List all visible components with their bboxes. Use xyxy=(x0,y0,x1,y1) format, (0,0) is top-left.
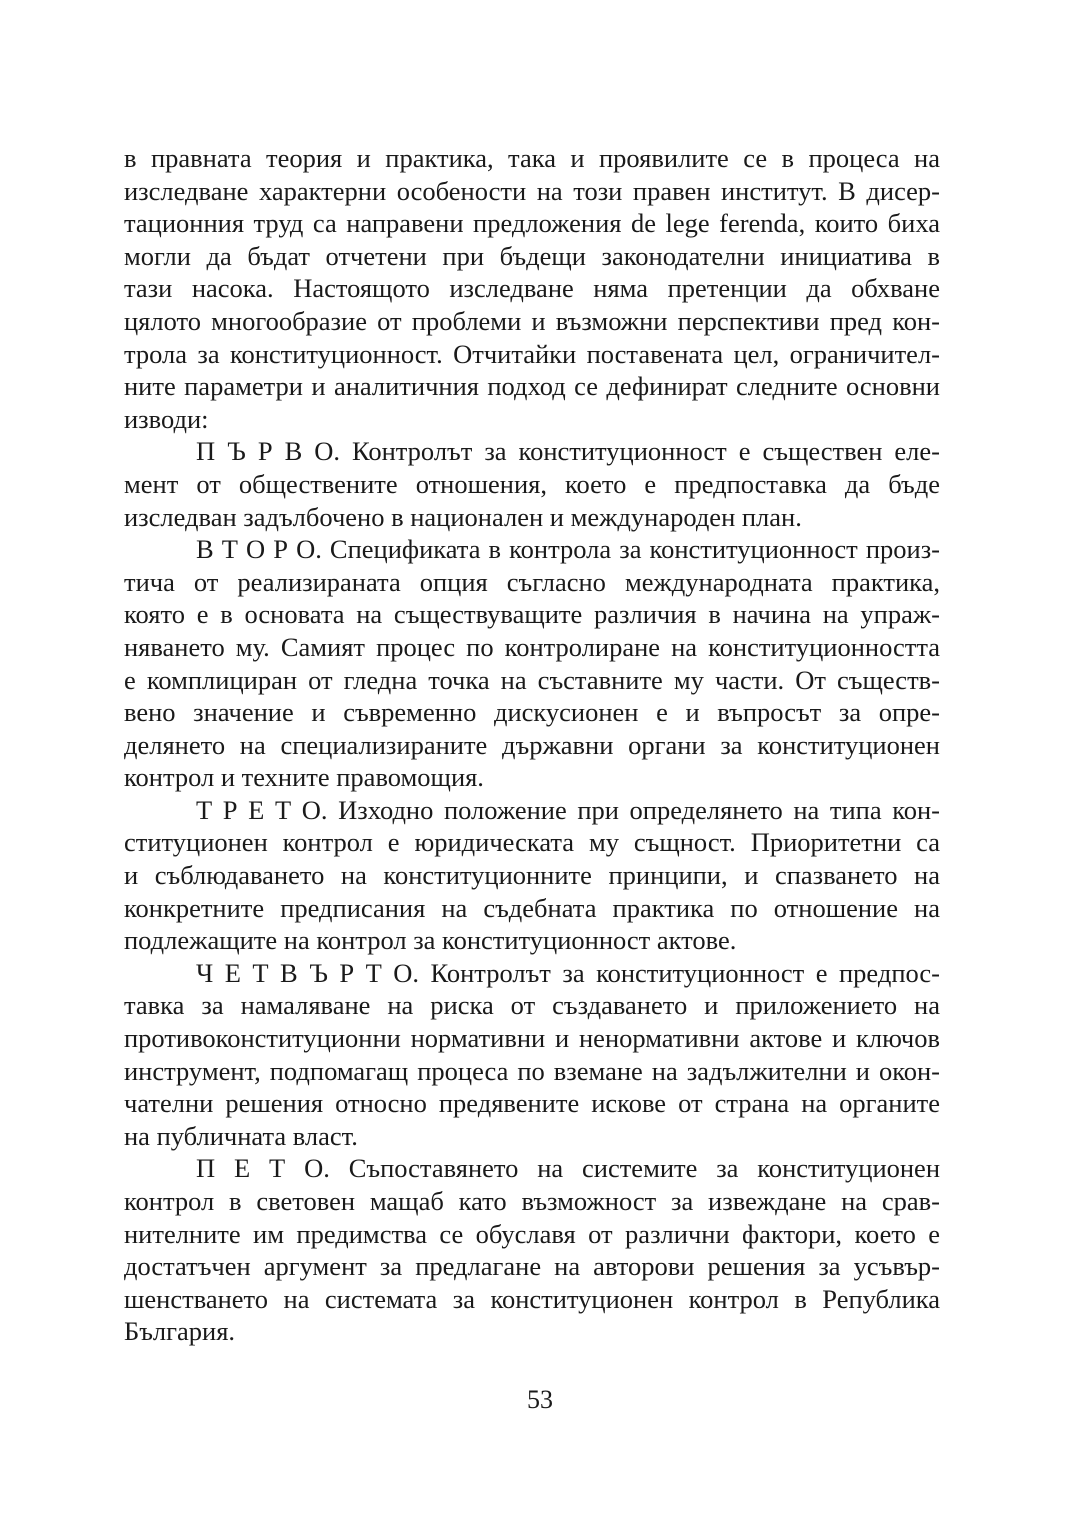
text-line: могли да бъдат отчетени при бъдещи законодателни инициатива в xyxy=(124,240,940,271)
text-line: чателни решения относно предявените искове от страна на органите xyxy=(124,1088,940,1119)
text-line: достатъчен аргумент за предлагане на авторови решения за усъвър- xyxy=(124,1251,940,1282)
text-line: изводи: xyxy=(124,403,209,434)
text-line: П Ъ Р В О. Контролът за конституционност е съществен еле- xyxy=(196,436,940,467)
text-line: и съблюдаването на конституционните принципи, и спазването на xyxy=(124,860,940,891)
text-line: която е в основата на съществуващите различия в начина на упраж- xyxy=(124,599,940,630)
text-line: контрол и техните правомощия. xyxy=(124,762,484,793)
text-line: инструмент, подпомагащ процеса по вземане на задължителни и окон- xyxy=(124,1055,940,1086)
text-line: шенстването на системата за конституционен контрол в Република xyxy=(124,1283,940,1314)
text-line: тича от реализираната опция съгласно международната практика, xyxy=(124,566,940,597)
text-line: тази насока. Настоящото изследване няма претенции да обхване xyxy=(124,273,940,304)
text-line: в правната теория и практика, така и проявилите се в процеса на xyxy=(124,143,940,173)
text-line: контрол в световен мащаб като възможност за извеждане на срав- xyxy=(124,1186,940,1216)
page-number: 53 xyxy=(527,1385,553,1414)
text-line: изследване характерни особености на този правен институт. В дисер- xyxy=(124,175,940,206)
text-line: В Т О Р О. Спецификата в контрола за конституционност произ- xyxy=(196,534,940,565)
text-line: тавка за намаляване на риска от създаването и приложението на xyxy=(124,990,940,1021)
text-line: вено значение и съвременно дискусионен е и въпросът за опре- xyxy=(124,697,940,728)
text-line: нителните им предимства се обуславя от различни фактори, което е xyxy=(124,1218,940,1249)
text-line: подлежащите на контрол за конституционност актове. xyxy=(124,925,737,956)
text-line: ституционен контрол е юридическата му същност. Приоритетни са xyxy=(124,827,940,858)
text-line: трола за конституционност. Отчитайки поставената цел, ограничител- xyxy=(124,338,940,369)
text-line: изследван задълбочено в национален и международен план. xyxy=(124,501,802,532)
text-line: няването му. Самият процес по контролиране на конституционността xyxy=(124,631,940,662)
text-line: мент от обществените отношения, което е предпоставка да бъде xyxy=(124,468,940,499)
text-line: ните параметри и аналитичния подход се дефинират следните основни xyxy=(124,371,940,402)
text-line: е комплициран от гледна точка на съставните му части. От съществ- xyxy=(124,664,940,695)
text-line: делянето на специализираните държавни органи за конституционен xyxy=(124,729,940,760)
text-line: България. xyxy=(124,1316,236,1347)
body-text xyxy=(124,142,940,1348)
text-line: П Е Т О. Съпоставянето на системите за конституционен xyxy=(196,1153,940,1184)
text-line: противоконституционни нормативни и ненормативни актове и ключов xyxy=(124,1023,940,1054)
text-line: Т Р Е Т О. Изходно положение при определянето на типа кон- xyxy=(196,794,940,825)
text-line: Ч Е Т В Ъ Р Т О. Контролът за конституционност е предпос- xyxy=(196,957,940,988)
text-line: на публичната власт. xyxy=(124,1120,358,1151)
text-line: тационния труд са направени предложения de lege ferenda, които биха xyxy=(124,208,940,239)
text-line: конкретните предписания на съдебната практика по отношение на xyxy=(124,892,940,923)
text-line: цялото многообразие от проблеми и възможни перспективи пред кон- xyxy=(124,305,940,336)
